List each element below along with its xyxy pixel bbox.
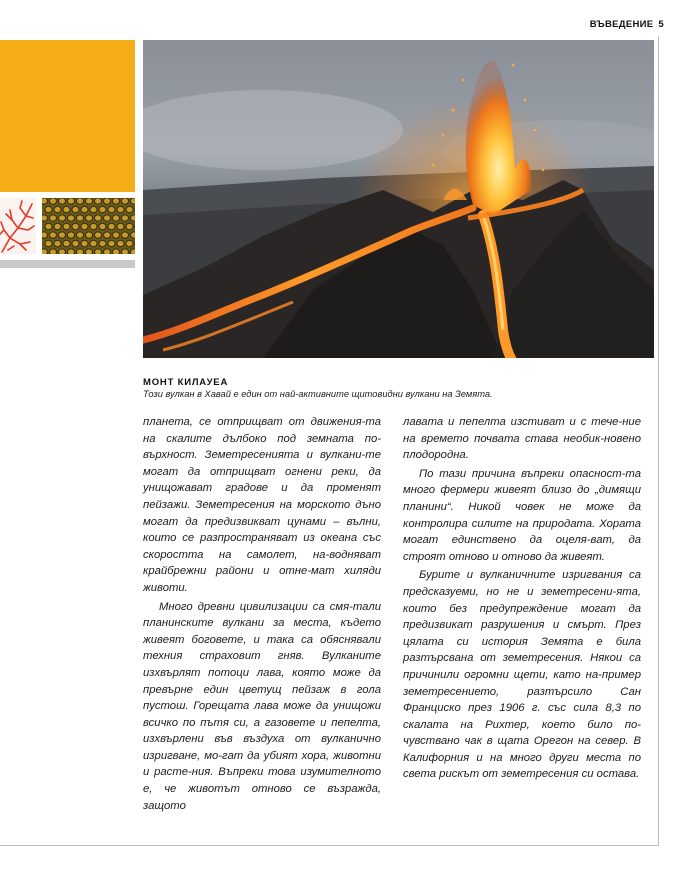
running-head bbox=[590, 19, 664, 30]
volcano-photo bbox=[143, 40, 654, 358]
orange-accent-block bbox=[0, 40, 135, 192]
paragraph: Бурите и вулканичните изригвания са предсказуеми, но не и земетресени-ята, които без предупреждение могат да предизвикат разрушения и смърт. През цялата си история Земята е била разтърсвана от земетресения. Някои са причинили огромни щети, като на-пример земетресението, разтърсило Сан Франциско през 1906 г. със сила 8,3 по скалата на Рихтер, което било по-чувствано чак в щата Орегон на север. В Калифорния и на много други места по света рискът от земетресения си остава. bbox=[403, 569, 641, 781]
paragraph: Много древни цивилизации са смя-тали планинските вулкани за места, където живеят боговете, и така са обяснявали техния страховит гняв. Вулканите изхвърлят потоци лава, която може да превърне един цветущ пейзаж в гола пустош. Горещата лава може да унищожи всичко по пътя си, а газовете и пепелта, изхвърлени във въздуха от вулканично изригване, мо-гат да убият хора, животни и расте-ния. Въпреки това изумителното е, че животът отново се възражда, защото bbox=[143, 600, 381, 812]
cell-texture-thumbnail bbox=[42, 198, 135, 254]
photo-caption bbox=[143, 377, 663, 399]
paragraph: планета, се отприщват от движения-та на скалите дълбоко под земната по-върхност. Земетресенията и вулкани-те могат да отприщват огнени реки, да унищожават градове и да променят пейзажи. Земетресения на морското дъно могат да предизвикват цунами – вълни, които се разпространяват из океана със скоростта на самолет, на-водняват крайбрежни райони и отне-мат хиляди животи. bbox=[143, 416, 381, 594]
right-margin-rule bbox=[658, 36, 659, 846]
coral-thumbnail bbox=[0, 198, 36, 254]
paragraph: лавата и пепелта изстиват и с тече-ние на времето почвата става необик-новено плодородна. bbox=[403, 416, 641, 462]
paragraph: По тази причина въпреки опасност-та много фермери живеят близо до „димящи планини“. Никой човек не може да контролира силите на природата. Хората могат единствено да оцеля-ват, да строят отново и отново да живеят. bbox=[403, 467, 641, 563]
text-column-1 bbox=[143, 414, 381, 814]
caption-text: Този вулкан в Хавай е един от най-активните щитовидни вулкани на Земята. bbox=[143, 389, 493, 399]
caption-title: МОНТ КИЛАУЕА bbox=[143, 377, 229, 388]
page-number: 5 bbox=[658, 19, 664, 30]
text-column-2 bbox=[403, 414, 641, 783]
grey-strip bbox=[0, 260, 135, 268]
section-title: ВЪВЕДЕНИЕ bbox=[589, 19, 654, 30]
bottom-margin-rule bbox=[0, 845, 659, 846]
